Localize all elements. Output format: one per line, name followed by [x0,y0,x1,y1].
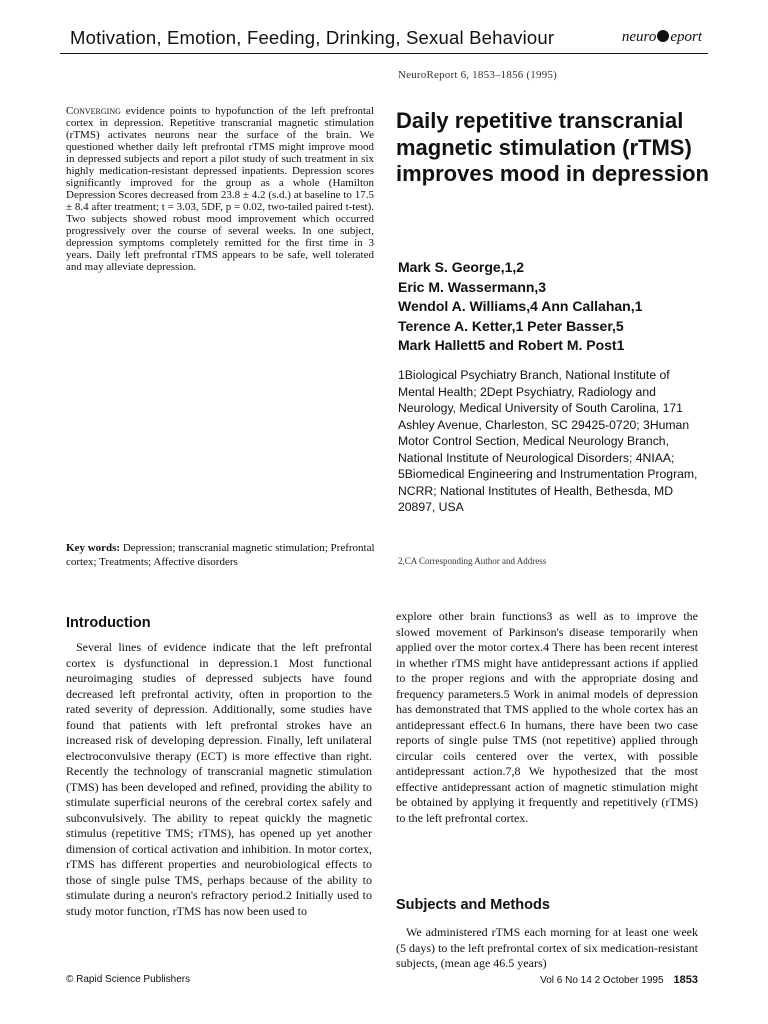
affiliations: 1Biological Psychiatry Branch, National Institute of Mental Health; 2Dept Psychiatry, Radiology and Neurology, Medical University of South Carolina, 171 Ashley Avenue, Charleston, SC 29425-0720; 3Human Motor Control Section, Medical Neurology Branch, National Institute of Neurological Disorders; 4NIAA; 5Biomedical Engineering and Instrumentation Program, NCRR; National Institutes of Health, Bethesda, MD 20897, USA [398,368,698,514]
author-line: Mark Hallett5 and Robert M. Post1 [398,337,625,353]
publisher-footer: © Rapid Science Publishers [66,974,191,985]
journal-citation: NeuroReport 6, 1853–1856 (1995) [398,69,557,81]
keywords-text: Depression; transcranial magnetic stimulation; Prefrontal cortex; Treatments; Affective disorders [66,542,375,568]
methods-heading: Subjects and Methods [396,897,550,913]
author-line: Wendol A. Williams,4 Ann Callahan,1 [398,298,643,314]
journal-logo-emblem-icon [657,30,669,42]
abstract-lead-word: Converging [66,105,121,117]
header-divider [60,53,708,54]
keywords [66,541,376,569]
introduction-text-left-column: Several lines of evidence indicate that the left prefrontal cortex is dysfunctional in depression.1 Most functional neuroimaging studies of depressed subjects have found decreased left prefrontal activity, often in proportion to the rated severity of depression. Additionally, some studies have found that patients with left prefrontal strokes have an increased risk of developing depression. Finally, left unilateral electroconvulsive therapy (ECT) is more effective than right. Recently the technology of transcranial magnetic stimulation (TMS) has been developed and refined, providing the ability to stimulate superficial neurons of the cerebral cortex safely and subconvulsively. The ability to repeat quickly the magnetic stimulus (repetitive TMS; rTMS), has opened up yet another dimension of cortical activation and inhibition. In motor cortex, rTMS has different properties and neurobiological effects to those of single pulse TMS, perhaps because of the ability to stimulate during a neuron's refractory period.2 Initially used to study motor function, rTMS has now been used to [66,640,372,918]
methods-text: We administered rTMS each morning for at least one week (5 days) to the left prefrontal cortex of six medication-resistant subjects, (mean age 46.5 years) [396,925,698,970]
author-line: Mark S. George,1,2 [398,259,525,275]
introduction-text-right-column: explore other brain functions3 as well as to improve the slowed movement of Parkinson's disease temporarily when applied over the motor cortex.4 There has been recent interest in whether rTMS might have antidepressant actions if applied to the proper regions and with the appropriate dosing and frequency parameters.5 Work in animal models of depression has demonstrated that TMS applied to the whole cortex has an antidepressant effect.6 In humans, there have been two case reports of single pulse TMS (not repetitive) applied through circular coils centered over the vertex, with possible antidepressant action.7,8 We hypothesized that the most effective antidepressant action of magnetic stimulation might be obtained by applying it frequently and repetitively (rTMS) to the left prefrontal cortex. [396,609,698,825]
article-title: Daily repetitive transcranial magnetic stimulation (rTMS) improves mood in depression [396,108,709,186]
author-list [398,258,718,356]
journal-logo-text-start: neuro [621,29,657,45]
abstract [66,105,374,273]
running-header [70,27,702,51]
journal-logo-text-end: eport [670,29,702,45]
journal-logo [622,29,702,46]
author-line: Terence A. Ketter,1 Peter Basser,5 [398,317,624,334]
issue-info: Vol 6 No 14 2 October 1995 [540,975,664,986]
section-title: Motivation, Emotion, Feeding, Drinking, Sexual Behaviour [70,27,555,48]
corresponding-author-note: 2,CA Corresponding Author and Address [398,556,547,566]
author-line: Eric M. Wassermann,3 [398,278,547,295]
introduction-heading: Introduction [66,615,151,631]
abstract-text: evidence points to hypofunction of the left prefrontal cortex in depression. Repetitive transcranial magnetic stimulation (rTMS) activates neurons near the surface of the brain. We questioned whether daily left prefrontal rTMS might improve mood in depressed subjects and report a pilot study of such treatment in six highly medication-resistant depressed inpatients. Depression scores significantly improved for the group as a whole (Hamilton Depression Scores decreased from 23.8 ± 4.2 (s.d.) at baseline to 17.5 ± 8.4 after treatment; t = 3.03, 5DF, p = 0.02, two-tailed paired t-test). Two subjects showed robust mood improvement which occurred progressively over the course of several weeks. In one subject, depression symptoms completely remitted for the first time in 3 years. Daily left prefrontal rTMS appears to be safe, well tolerated and may alleviate depression. [66,105,374,273]
page-number: 1853 [673,974,698,986]
issue-footer [540,974,698,986]
keywords-label: Key words: [66,542,121,554]
